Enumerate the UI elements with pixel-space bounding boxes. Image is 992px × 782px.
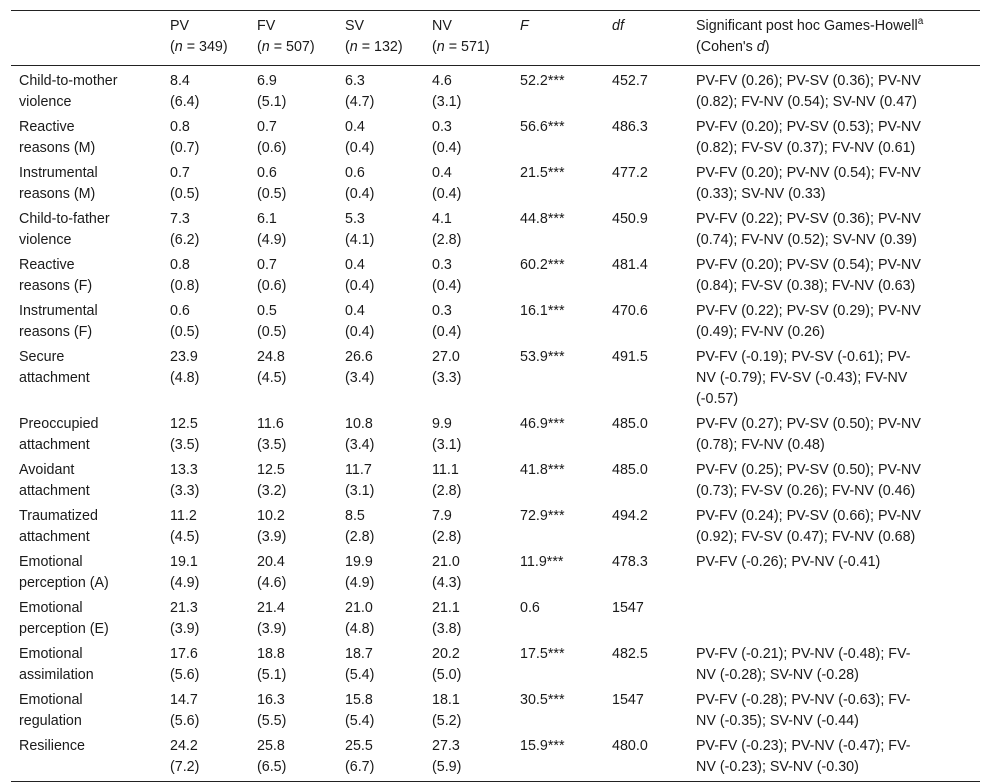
row-label: Child-to-mother violence xyxy=(19,73,118,110)
cell-fv: 25.8 (6.5) xyxy=(257,738,287,775)
cell-pv: 0.8 (0.7) xyxy=(170,119,200,156)
cell-f: 46.9*** xyxy=(520,416,565,432)
row-label: Instrumental reasons (F) xyxy=(19,303,98,340)
cell-posthoc: PV-FV (-0.23); PV-NV (-0.47); FV- NV (-0.23); SV-NV (-0.30) xyxy=(696,738,911,775)
cell-nv: 21.0 (4.3) xyxy=(432,554,462,591)
cell-pv: 0.6 (0.5) xyxy=(170,303,200,340)
cell-pv: 8.4 (6.4) xyxy=(170,73,200,110)
cell-sv: 0.4 (0.4) xyxy=(345,257,375,294)
cell-nv: 0.3 (0.4) xyxy=(432,119,462,156)
cell-sv: 8.5 (2.8) xyxy=(345,508,375,545)
group-name: SV xyxy=(345,18,365,34)
cell-nv: 0.3 (0.4) xyxy=(432,303,462,340)
header-variable xyxy=(11,11,162,66)
cell-fv: 0.7 (0.6) xyxy=(257,119,287,156)
cell-posthoc: PV-FV (0.26); PV-SV (0.36); PV-NV (0.82); FV-NV (0.54); SV-NV (0.47) xyxy=(696,73,921,110)
group-name: FV xyxy=(257,18,276,34)
table-row xyxy=(11,412,980,458)
header-row xyxy=(11,11,980,66)
posthoc-sub-prefix: (Cohen's xyxy=(696,39,757,55)
cell-sv: 18.7 (5.4) xyxy=(345,646,375,683)
posthoc-sub-suffix: ) xyxy=(764,39,770,55)
n-value: = 507) xyxy=(269,39,315,55)
cell-posthoc: PV-FV (-0.19); PV-SV (-0.61); PV- NV (-0.79); FV-SV (-0.43); FV-NV (-0.57) xyxy=(696,349,911,407)
cell-posthoc: PV-FV (0.22); PV-SV (0.29); PV-NV (0.49); FV-NV (0.26) xyxy=(696,303,921,340)
cell-fv: 0.7 (0.6) xyxy=(257,257,287,294)
table-body xyxy=(11,66,980,782)
cell-sv: 0.4 (0.4) xyxy=(345,303,375,340)
cell-f: 53.9*** xyxy=(520,349,565,365)
cell-pv: 23.9 (4.8) xyxy=(170,349,200,386)
cell-df: 477.2 xyxy=(612,165,648,181)
cell-nv: 4.6 (3.1) xyxy=(432,73,462,110)
cell-nv: 11.1 (2.8) xyxy=(432,462,462,499)
cell-pv: 0.7 (0.5) xyxy=(170,165,200,202)
row-label: Secure attachment xyxy=(19,349,90,386)
cell-f: 41.8*** xyxy=(520,462,565,478)
n-label: n xyxy=(436,39,445,55)
row-label: Resilience xyxy=(19,738,85,754)
cell-df: 450.9 xyxy=(612,211,648,227)
table-row xyxy=(11,66,980,116)
cell-df: 494.2 xyxy=(612,508,648,524)
n-label: n xyxy=(174,39,183,55)
cell-fv: 24.8 (4.5) xyxy=(257,349,287,386)
cell-df: 482.5 xyxy=(612,646,648,662)
n-value: = 132) xyxy=(357,39,403,55)
cell-posthoc: PV-FV (0.20); PV-NV (0.54); FV-NV (0.33); SV-NV (0.33) xyxy=(696,165,921,202)
header-f xyxy=(512,11,604,66)
row-label: Child-to-father violence xyxy=(19,211,110,248)
table-row xyxy=(11,688,980,734)
row-label: Traumatized attachment xyxy=(19,508,98,545)
cell-f: 52.2*** xyxy=(520,73,565,89)
cell-sv: 0.4 (0.4) xyxy=(345,119,375,156)
cell-fv: 16.3 (5.5) xyxy=(257,692,287,729)
cell-nv: 4.1 (2.8) xyxy=(432,211,462,248)
cell-df: 486.3 xyxy=(612,119,648,135)
group-name: NV xyxy=(432,18,452,34)
cell-f: 60.2*** xyxy=(520,257,565,273)
cell-fv: 10.2 (3.9) xyxy=(257,508,287,545)
cell-fv: 6.1 (4.9) xyxy=(257,211,287,248)
cell-df: 480.0 xyxy=(612,738,648,754)
cell-pv: 24.2 (7.2) xyxy=(170,738,200,775)
row-label: Emotional perception (A) xyxy=(19,554,109,591)
results-table xyxy=(11,10,980,782)
cell-f: 21.5*** xyxy=(520,165,565,181)
cell-posthoc: PV-FV (-0.28); PV-NV (-0.63); FV- NV (-0.35); SV-NV (-0.44) xyxy=(696,692,911,729)
n-value: = 571) xyxy=(444,39,490,55)
cell-sv: 21.0 (4.8) xyxy=(345,600,375,637)
cell-pv: 13.3 (3.3) xyxy=(170,462,200,499)
header-group-pv: PV (n = 349) xyxy=(170,18,228,55)
cell-nv: 7.9 (2.8) xyxy=(432,508,462,545)
header-posthoc xyxy=(688,11,980,66)
table-row xyxy=(11,161,980,207)
table-row xyxy=(11,596,980,642)
cell-df: 491.5 xyxy=(612,349,648,365)
cell-df: 481.4 xyxy=(612,257,648,273)
cell-f: 30.5*** xyxy=(520,692,565,708)
n-label: n xyxy=(349,39,358,55)
cell-sv: 0.6 (0.4) xyxy=(345,165,375,202)
cell-nv: 0.4 (0.4) xyxy=(432,165,462,202)
cell-pv: 12.5 (3.5) xyxy=(170,416,200,453)
header-group-fv: FV (n = 507) xyxy=(257,18,315,55)
cell-f: 15.9*** xyxy=(520,738,565,754)
cell-posthoc: PV-FV (-0.26); PV-NV (-0.41) xyxy=(696,554,881,570)
table-row xyxy=(11,734,980,782)
cell-sv: 10.8 (3.4) xyxy=(345,416,375,453)
cell-df: 470.6 xyxy=(612,303,648,319)
row-label: Reactive reasons (M) xyxy=(19,119,96,156)
cell-sv: 5.3 (4.1) xyxy=(345,211,375,248)
header-group-sv: SV (n = 132) xyxy=(345,18,403,55)
cell-pv: 0.8 (0.8) xyxy=(170,257,200,294)
cell-posthoc: PV-FV (0.20); PV-SV (0.54); PV-NV (0.84); FV-SV (0.38); FV-NV (0.63) xyxy=(696,257,921,294)
header-df xyxy=(604,11,688,66)
cell-pv: 7.3 (6.2) xyxy=(170,211,200,248)
df-label: df xyxy=(612,18,624,34)
cell-df: 1547 xyxy=(612,692,644,708)
cell-df: 452.7 xyxy=(612,73,648,89)
cell-df: 478.3 xyxy=(612,554,648,570)
cell-posthoc: PV-FV (-0.21); PV-NV (-0.48); FV- NV (-0.28); SV-NV (-0.28) xyxy=(696,646,911,683)
cell-f: 11.9*** xyxy=(520,554,564,570)
table-row xyxy=(11,458,980,504)
row-label: Instrumental reasons (M) xyxy=(19,165,98,202)
posthoc-sub-d: d xyxy=(756,39,765,55)
cell-pv: 14.7 (5.6) xyxy=(170,692,200,729)
cell-pv: 17.6 (5.6) xyxy=(170,646,200,683)
cell-pv: 19.1 (4.9) xyxy=(170,554,200,591)
cell-pv: 11.2 (4.5) xyxy=(170,508,200,545)
cell-posthoc: PV-FV (0.22); PV-SV (0.36); PV-NV (0.74); FV-NV (0.52); SV-NV (0.39) xyxy=(696,211,921,248)
table-row xyxy=(11,115,980,161)
cell-f: 44.8*** xyxy=(520,211,565,227)
cell-nv: 18.1 (5.2) xyxy=(432,692,462,729)
n-label: n xyxy=(261,39,270,55)
table-row xyxy=(11,345,980,412)
posthoc-label: Significant post hoc Games-Howell xyxy=(696,18,918,34)
cell-fv: 6.9 (5.1) xyxy=(257,73,287,110)
cell-posthoc: PV-FV (0.27); PV-SV (0.50); PV-NV (0.78); FV-NV (0.48) xyxy=(696,416,921,453)
cell-df: 485.0 xyxy=(612,462,648,478)
cell-df: 485.0 xyxy=(612,416,648,432)
cell-f: 16.1*** xyxy=(520,303,565,319)
cell-sv: 26.6 (3.4) xyxy=(345,349,375,386)
cell-sv: 6.3 (4.7) xyxy=(345,73,375,110)
table-row xyxy=(11,550,980,596)
table-row xyxy=(11,207,980,253)
cell-nv: 20.2 (5.0) xyxy=(432,646,462,683)
cell-sv: 19.9 (4.9) xyxy=(345,554,375,591)
row-label: Emotional assimilation xyxy=(19,646,94,683)
table-row xyxy=(11,299,980,345)
cell-fv: 0.5 (0.5) xyxy=(257,303,287,340)
cell-f: 0.6 xyxy=(520,600,540,616)
row-label: Emotional perception (E) xyxy=(19,600,109,637)
cell-fv: 12.5 (3.2) xyxy=(257,462,287,499)
table-row xyxy=(11,504,980,550)
n-value: = 349) xyxy=(182,39,228,55)
row-label: Avoidant attachment xyxy=(19,462,90,499)
cell-nv: 9.9 (3.1) xyxy=(432,416,462,453)
cell-posthoc: PV-FV (0.25); PV-SV (0.50); PV-NV (0.73); FV-SV (0.26); FV-NV (0.46) xyxy=(696,462,921,499)
row-label: Reactive reasons (F) xyxy=(19,257,93,294)
cell-f: 56.6*** xyxy=(520,119,565,135)
cell-nv: 27.0 (3.3) xyxy=(432,349,462,386)
group-name: PV xyxy=(170,18,190,34)
cell-fv: 11.6 (3.5) xyxy=(257,416,287,453)
cell-pv: 21.3 (3.9) xyxy=(170,600,200,637)
cell-sv: 25.5 (6.7) xyxy=(345,738,375,775)
f-label: F xyxy=(520,18,529,34)
cell-f: 72.9*** xyxy=(520,508,565,524)
row-label: Preoccupied attachment xyxy=(19,416,99,453)
cell-posthoc: PV-FV (0.24); PV-SV (0.66); PV-NV (0.92); FV-SV (0.47); FV-NV (0.68) xyxy=(696,508,921,545)
cell-sv: 11.7 (3.1) xyxy=(345,462,375,499)
table-header xyxy=(11,11,980,66)
cell-posthoc xyxy=(688,596,980,642)
header-group-nv: NV (n = 571) xyxy=(432,18,490,55)
table-row xyxy=(11,253,980,299)
cell-fv: 18.8 (5.1) xyxy=(257,646,287,683)
cell-nv: 21.1 (3.8) xyxy=(432,600,462,637)
cell-fv: 20.4 (4.6) xyxy=(257,554,287,591)
cell-f: 17.5*** xyxy=(520,646,565,662)
footnote-marker: a xyxy=(917,16,924,27)
table-row xyxy=(11,642,980,688)
cell-sv: 15.8 (5.4) xyxy=(345,692,375,729)
row-label: Emotional regulation xyxy=(19,692,83,729)
cell-fv: 0.6 (0.5) xyxy=(257,165,287,202)
cell-nv: 0.3 (0.4) xyxy=(432,257,462,294)
cell-df: 1547 xyxy=(612,600,644,616)
cell-nv: 27.3 (5.9) xyxy=(432,738,462,775)
cell-fv: 21.4 (3.9) xyxy=(257,600,287,637)
cell-posthoc: PV-FV (0.20); PV-SV (0.53); PV-NV (0.82); FV-SV (0.37); FV-NV (0.61) xyxy=(696,119,921,156)
